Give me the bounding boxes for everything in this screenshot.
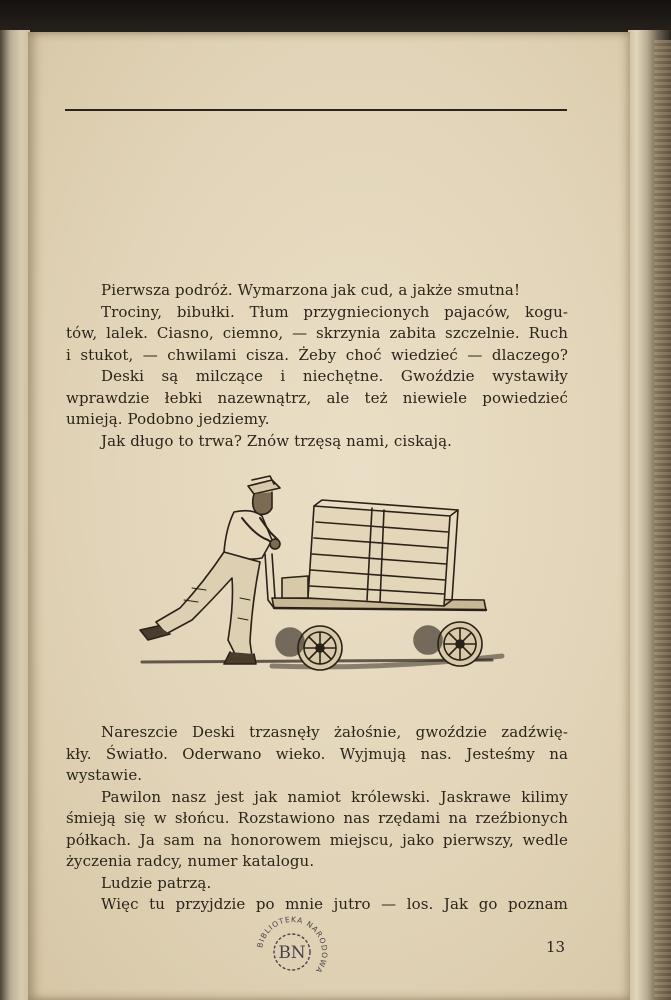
text-line: życzenia radcy, numer katalogu. — [66, 852, 315, 870]
stamp-center-text: BN — [278, 943, 306, 963]
text-line: Pawilon nasz jest jak namiot królewski. Jaskrawe kilimy — [101, 787, 568, 806]
text-line: wystawie. — [66, 766, 143, 784]
text-line: tów, lalek. Ciasno, ciemno, — skrzynia zabita szczelnie. Ruch — [66, 324, 568, 342]
library-stamp — [252, 912, 332, 992]
text-line: Nareszcie Deski trzasnęły żałośnie, gwoździe zadźwię- — [101, 723, 568, 741]
text-line: Ludzie patrzą. — [101, 873, 212, 892]
page-number: 13 — [546, 938, 566, 956]
text-line: wprawdzie łebki nazewnątrz, ale też niewiele powiedzieć — [66, 388, 568, 407]
text-line: Jak długo to trwa? Znów trzęsą nami, ciskają. — [101, 431, 453, 450]
book-left-edge — [0, 30, 30, 1000]
text-line: śmieją się w słońcu. Rozstawiono nas rzędami na rzeźbionych — [66, 809, 568, 827]
text-line: umieją. Podobno jedziemy. — [66, 410, 270, 428]
text-block-bottom — [66, 722, 568, 916]
header-rule — [65, 109, 567, 111]
porter-with-cart-illustration — [122, 470, 508, 680]
text-line: Więc tu przyjdzie po mnie jutro — los. Jak go poznam — [101, 895, 568, 913]
text-block-top — [66, 280, 568, 452]
text-line: Deski są milczące i niechętne. Gwoździe wystawiły — [101, 367, 568, 385]
text-line: i stukot, — chwilami cisza. Żeby choć wiedzieć — dlaczego? — [66, 345, 568, 364]
text-line: kły. Światło. Oderwano wieko. Wyjmują nas. Jesteśmy na — [66, 744, 568, 763]
text-line: półkach. Ja sam na honorowem miejscu, jako pierwszy, wedle — [66, 830, 568, 849]
book-spine-strip — [654, 40, 671, 1000]
text-line: Trociny, bibułki. Tłum przygniecionych pajaców, kogu- — [101, 302, 568, 321]
text-line: Pierwsza podróż. Wymarzona jak cud, a jakże smutna! — [101, 281, 521, 299]
stamp-ring-text: BIBLIOTEKA NARODOWA — [255, 914, 330, 976]
